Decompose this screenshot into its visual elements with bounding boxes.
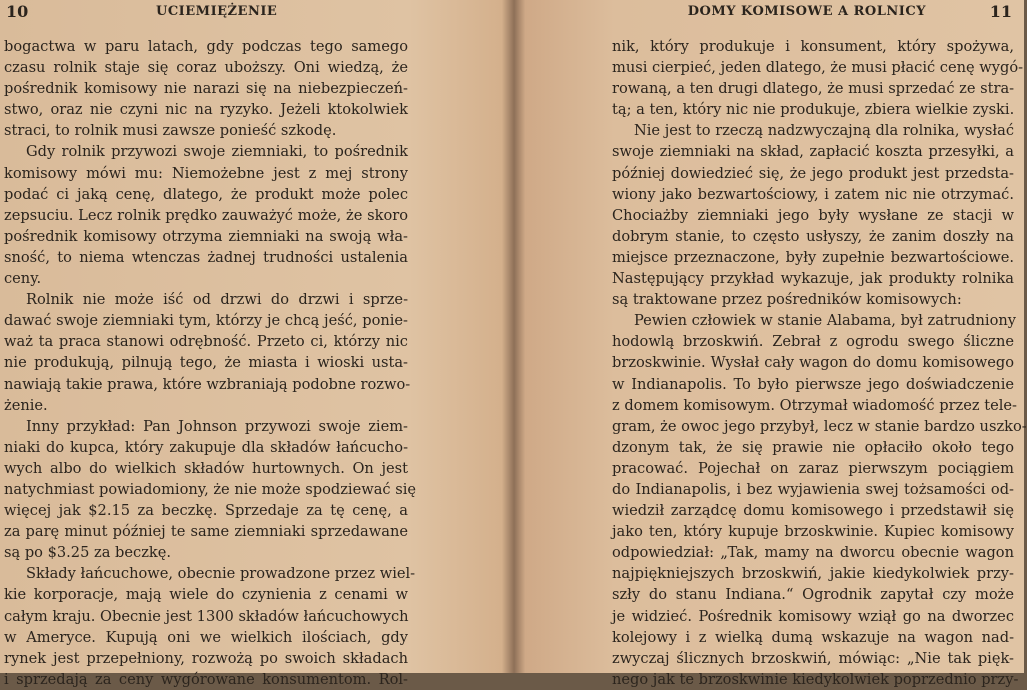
text-line: Nie jest to rzeczą nadzwyczajną dla rolnika, wysłać (634, 122, 1014, 140)
text-line: stwo, oraz nie czyni nic na ryzyko. Jeżeli ktokolwiek (4, 101, 408, 119)
running-header: UCIEMIĘŻENIE (156, 4, 278, 19)
page-number: 10 (6, 2, 29, 21)
text-line: pośrednik komisowy otrzyma ziemniaki na swoją wła- (4, 227, 408, 245)
text-line: swoje ziemniaki na skład, zapłacić koszta przesyłki, a (612, 143, 1014, 161)
text-line: zepsuciu. Lecz rolnik prędko zauważyć może, że skoro (4, 206, 408, 224)
right-page (520, 0, 1027, 688)
text-line: gram, że owoc jego przybył, lecz w stanie bardzo uszko- (612, 417, 1027, 435)
text-line: w Indianapolis. To było pierwsze jego doświadczenie (612, 375, 1014, 393)
text-line: całym kraju. Obecnie jest 1300 składów łańcuchowych (4, 607, 409, 625)
text-line: i sprzedają za ceny wygórowane konsumentom. Rol- (4, 670, 408, 688)
text-line: natychmiast powiadomiony, że nie może spodziewać się (4, 480, 417, 498)
left-page (0, 0, 507, 688)
text-line: waż ta praca stanowi odrębność. Przeto ci, którzy nic (4, 333, 408, 351)
text-line: żenie. (4, 396, 48, 414)
text-line: więcej jak $2.15 za beczkę. Sprzedaje za tę cenę, a (4, 502, 408, 520)
text-line: odpowiedział: „Tak, mamy na dworcu obecnie wagon (612, 544, 1014, 562)
text-line: podać ci jaką cenę, dlatego, że produkt może polec (4, 185, 408, 203)
text-line: pracować. Pojechał on zaraz pierwszym pociągiem (612, 459, 1014, 477)
text-line: musi cierpieć, jeden dlatego, że musi płacić cenę wygó- (612, 59, 1024, 77)
text-line: Następujący przykład wykazuje, jak produkty rolnika (612, 270, 1014, 288)
text-line: straci, to rolnik musi zawsze ponieść szkodę. (4, 122, 337, 140)
page-number: 11 (989, 2, 1012, 21)
text-line: za parę minut później te same ziemniaki sprzedawane (4, 523, 408, 541)
text-line: Chociażby ziemniaki jego były wysłane ze stacji w (612, 206, 1014, 224)
text-line: ceny. (4, 270, 42, 288)
text-line: wych albo do wielkich składów hurtownych. On jest (4, 459, 408, 477)
text-line: Składy łańcuchowe, obecnie prowadzone przez wiel- (26, 565, 416, 583)
text-line: je widzieć. Pośrednik komisowy wziął go na dworzec (612, 607, 1014, 625)
text-line: są po $3.25 za beczkę. (4, 544, 172, 562)
text-line: jako ten, który kupuje brzoskwinie. Kupiec komisowy (612, 523, 1014, 541)
page-body (612, 36, 1027, 690)
text-line: nie produkują, pilnują tego, że miasta i wioski usta- (4, 354, 408, 372)
text-line: rowaną, a ten drugi dlatego, że musi sprzedać ze stra- (612, 80, 1015, 98)
text-line: zwyczaj ślicznych brzoskwiń, mówiąc: „Nie tak pięk- (612, 649, 1014, 667)
text-line: miejsce przeznaczone, były zupełnie bezwartościowe. (612, 248, 1014, 266)
text-line: wiedził zarządcę domu komisowego i przedstawił się (612, 502, 1014, 520)
text-line: najpiękniejszych brzoskwiń, jakie kiedykolwiek przy- (612, 565, 1014, 583)
running-header: DOMY KOMISOWE A ROLNICY (687, 4, 926, 19)
text-line: czasu rolnik staje się coraz uboższy. Oni wiedzą, że (4, 59, 408, 77)
text-line: nawiają takie prawa, które wzbraniają podobne rozwo- (4, 375, 411, 393)
text-line: Inny przykład: Pan Johnson przywozi swoje ziem- (26, 417, 408, 435)
text-line: szły do stanu Indiana.“ Ogrodnik zapytał czy może (612, 586, 1014, 604)
text-line: komisowy mówi mu: Niemożebne jest z mej strony (4, 164, 408, 182)
text-line: dzonym tak, że się prawie nie opłaciło około tego (612, 438, 1014, 456)
text-line: dobrym stanie, to często usłyszy, że zanim doszły na (612, 227, 1014, 245)
text-line: do Indianapolis, i bez wyjawienia swej tożsamości od- (612, 480, 1014, 498)
text-line: pośrednik komisowy nie narazi się na niebezpieczeń- (4, 80, 408, 98)
text-line: hodowlą brzoskwiń. Zebrał z ogrodu swego śliczne (612, 333, 1014, 351)
text-line: brzoskwinie. Wysłał cały wagon do domu komisowego (612, 354, 1014, 372)
page-body (4, 36, 417, 690)
text-line: w Ameryce. Kupują oni we wielkich ilościach, gdy (4, 628, 408, 646)
text-line: niaki do kupca, który zakupuje dla składów łańcucho- (4, 438, 408, 456)
text-line: są traktowane przez pośredników komisowych: (612, 291, 962, 309)
text-line: Gdy rolnik przywozi swoje ziemniaki, to pośrednik (26, 143, 408, 161)
text-line: z domem komisowym. Otrzymał wiadomość przez tele- (612, 396, 1017, 414)
text-line: wiony jako bezwartościowy, i zatem nic nie otrzymać. (612, 185, 1014, 203)
text-line: później dowiedzieć się, że jego produkt jest przedsta- (612, 164, 1014, 182)
text-line: Rolnik nie może iść od drzwi do drzwi i sprze- (26, 291, 408, 309)
text-line: nego jak te brzoskwinie kiedykolwiek poprzednio przy- (612, 670, 1019, 688)
text-line: tą; a ten, który nic nie produkuje, zbiera wielkie zyski. (612, 101, 1015, 119)
text-line: kie korporacje, mają wiele do czynienia z cenami w (4, 586, 408, 604)
text-line: kolejowy i z wielką dumą wskazuje na wagon nad- (612, 628, 1014, 646)
text-line: dawać swoje ziemniaki tym, którzy je chcą jeść, ponie- (4, 312, 408, 330)
text-line: nik, który produkuje i konsument, który spożywa, (612, 38, 1014, 55)
text-line: Pewien człowiek w stanie Alabama, był zatrudniony (634, 312, 1017, 330)
text-line: sność, to niema wtenczas żadnej trudności ustalenia (4, 248, 408, 266)
text-line: bogactwa w paru latach, gdy podczas tego samego (4, 38, 408, 55)
text-line: rynek jest przepełniony, rozwożą po swoich składach (4, 649, 408, 667)
